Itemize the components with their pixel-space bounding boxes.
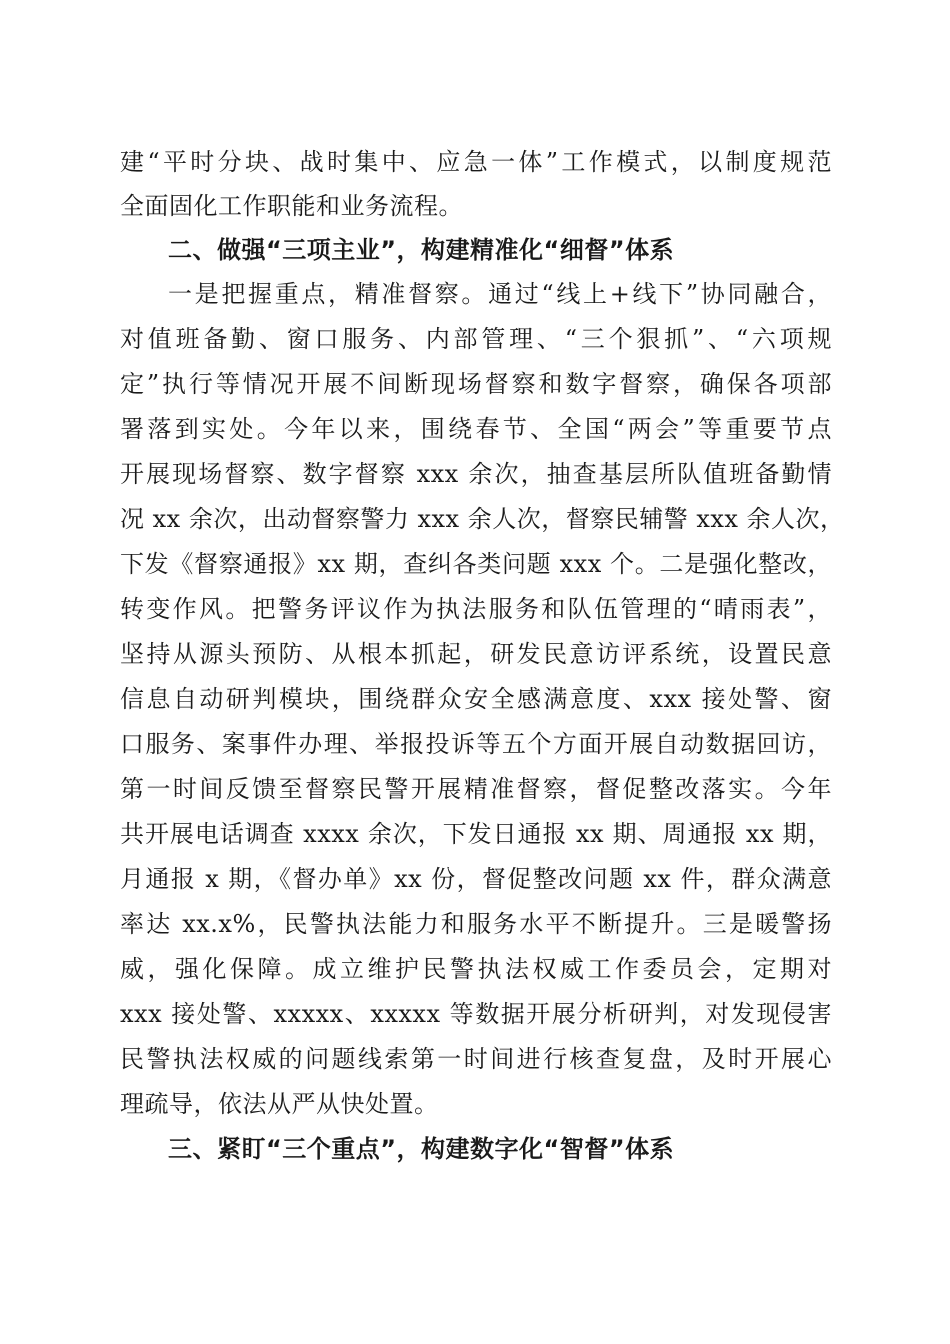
paragraph-line: 下发《督察通报》xx 期，查纠各类问题 xxx 个。二是强化整改，: [120, 550, 832, 578]
paragraph-line: 对值班备勤、窗口服务、内部管理、“三个狠抓”、“六项规: [120, 325, 832, 353]
section-heading: 三、紧盯“三个重点”，构建数字化“智督”体系: [168, 1135, 675, 1163]
paragraph-line: 开展现场督察、数字督察 xxx 余次，抽查基层所队值班备勤情: [120, 460, 832, 488]
paragraph-line: 转变作风。把警务评议作为执法服务和队伍管理的“晴雨表”，: [120, 595, 832, 623]
paragraph-line: 共开展电话调查 xxxx 余次，下发日通报 xx 期、周通报 xx 期，: [120, 820, 832, 848]
paragraph-line: 一是把握重点，精准督察。通过“线上+线下”协同融合，: [168, 280, 832, 308]
paragraph-line: 月通报 x 期，《督办单》xx 份，督促整改问题 xx 件，群众满意: [120, 865, 832, 893]
paragraph-line: 坚持从源头预防、从根本抓起，研发民意访评系统，设置民意: [120, 640, 832, 668]
paragraph-line: 建“平时分块、战时集中、应急一体”工作模式，以制度规范: [120, 148, 832, 176]
paragraph-line: 全面固化工作职能和业务流程。: [120, 192, 463, 220]
paragraph-line: 信息自动研判模块，围绕群众安全感满意度、xxx 接处警、窗: [120, 685, 832, 713]
paragraph-line: 理疏导，依法从严从快处置。: [120, 1090, 439, 1118]
paragraph-line: 口服务、案事件办理、举报投诉等五个方面开展自动数据回访，: [120, 730, 832, 758]
section-heading: 二、做强“三项主业”，构建精准化“细督”体系: [168, 236, 675, 264]
paragraph-line: 率达 xx.x%，民警执法能力和服务水平不断提升。三是暖警扬: [120, 910, 832, 938]
paragraph-line: xxx 接处警、xxxxx、xxxxx 等数据开展分析研判，对发现侵害: [120, 1000, 832, 1028]
paragraph-line: 民警执法权威的问题线索第一时间进行核查复盘，及时开展心: [120, 1045, 832, 1073]
paragraph-line: 况 xx 余次，出动督察警力 xxx 余人次，督察民辅警 xxx 余人次，: [120, 505, 845, 533]
paragraph-line: 署落到实处。今年以来，围绕春节、全国“两会”等重要节点: [120, 415, 832, 443]
paragraph-line: 威，强化保障。成立维护民警执法权威工作委员会，定期对: [120, 955, 832, 983]
paragraph-line: 定”执行等情况开展不间断现场督察和数字督察，确保各项部: [120, 370, 832, 398]
paragraph-line: 第一时间反馈至督察民警开展精准督察，督促整改落实。今年: [120, 775, 832, 803]
